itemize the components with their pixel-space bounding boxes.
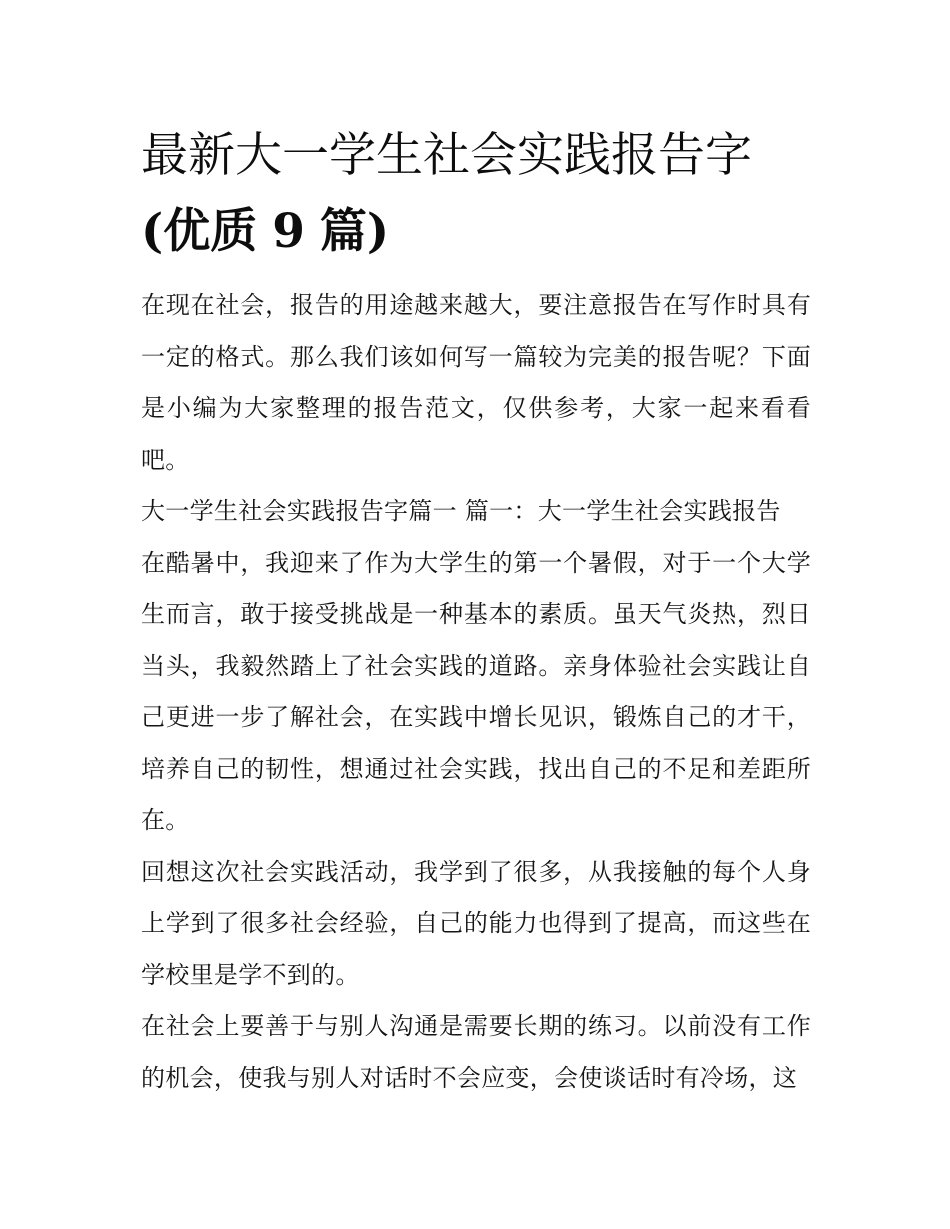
body-paragraph: 在酷暑中，我迎来了作为大学生的第一个暑假，对于一个大学生而言，敢于接受挑战是一种基本的素质。虽天气炎热，烈日当头，我毅然踏上了社会实践的道路。亲身体验社会实践让自己更进一步了解社会，在实践中增长见识，锻炼自己的才干，培养自己的韧性，想通过社会实践，找出自己的不足和差距所在。 <box>141 548 811 834</box>
title-close: 篇) <box>319 204 390 259</box>
intro-paragraph: 在现在社会，报告的用途越来越大，要注意报告在写作时具有一定的格式。那么我们该如何写一篇较为完美的报告呢？下面是小编为大家整理的报告范文，仅供参考，大家一起来看看吧。 <box>141 291 811 474</box>
body-paragraph: 回想这次社会实践活动，我学到了很多，从我接触的每个人身上学到了很多社会经验，自己的能力也得到了提高，而这些在学校里是学不到的。 <box>141 857 811 989</box>
title-line-1: 最新大一学生社会实践报告字 <box>141 128 752 183</box>
document-body <box>141 280 811 1104</box>
document-title <box>141 118 821 270</box>
title-open: (优质 <box>141 204 258 259</box>
title-number: 9 <box>272 204 305 259</box>
section-heading: 大一学生社会实践报告字篇一 篇一：大一学生社会实践报告 <box>141 497 781 525</box>
body-paragraph: 在社会上要善于与别人沟通是需要长期的练习。以前没有工作的机会，使我与别人对话时不会应变，会使谈话时有冷场，这 <box>141 1012 811 1092</box>
